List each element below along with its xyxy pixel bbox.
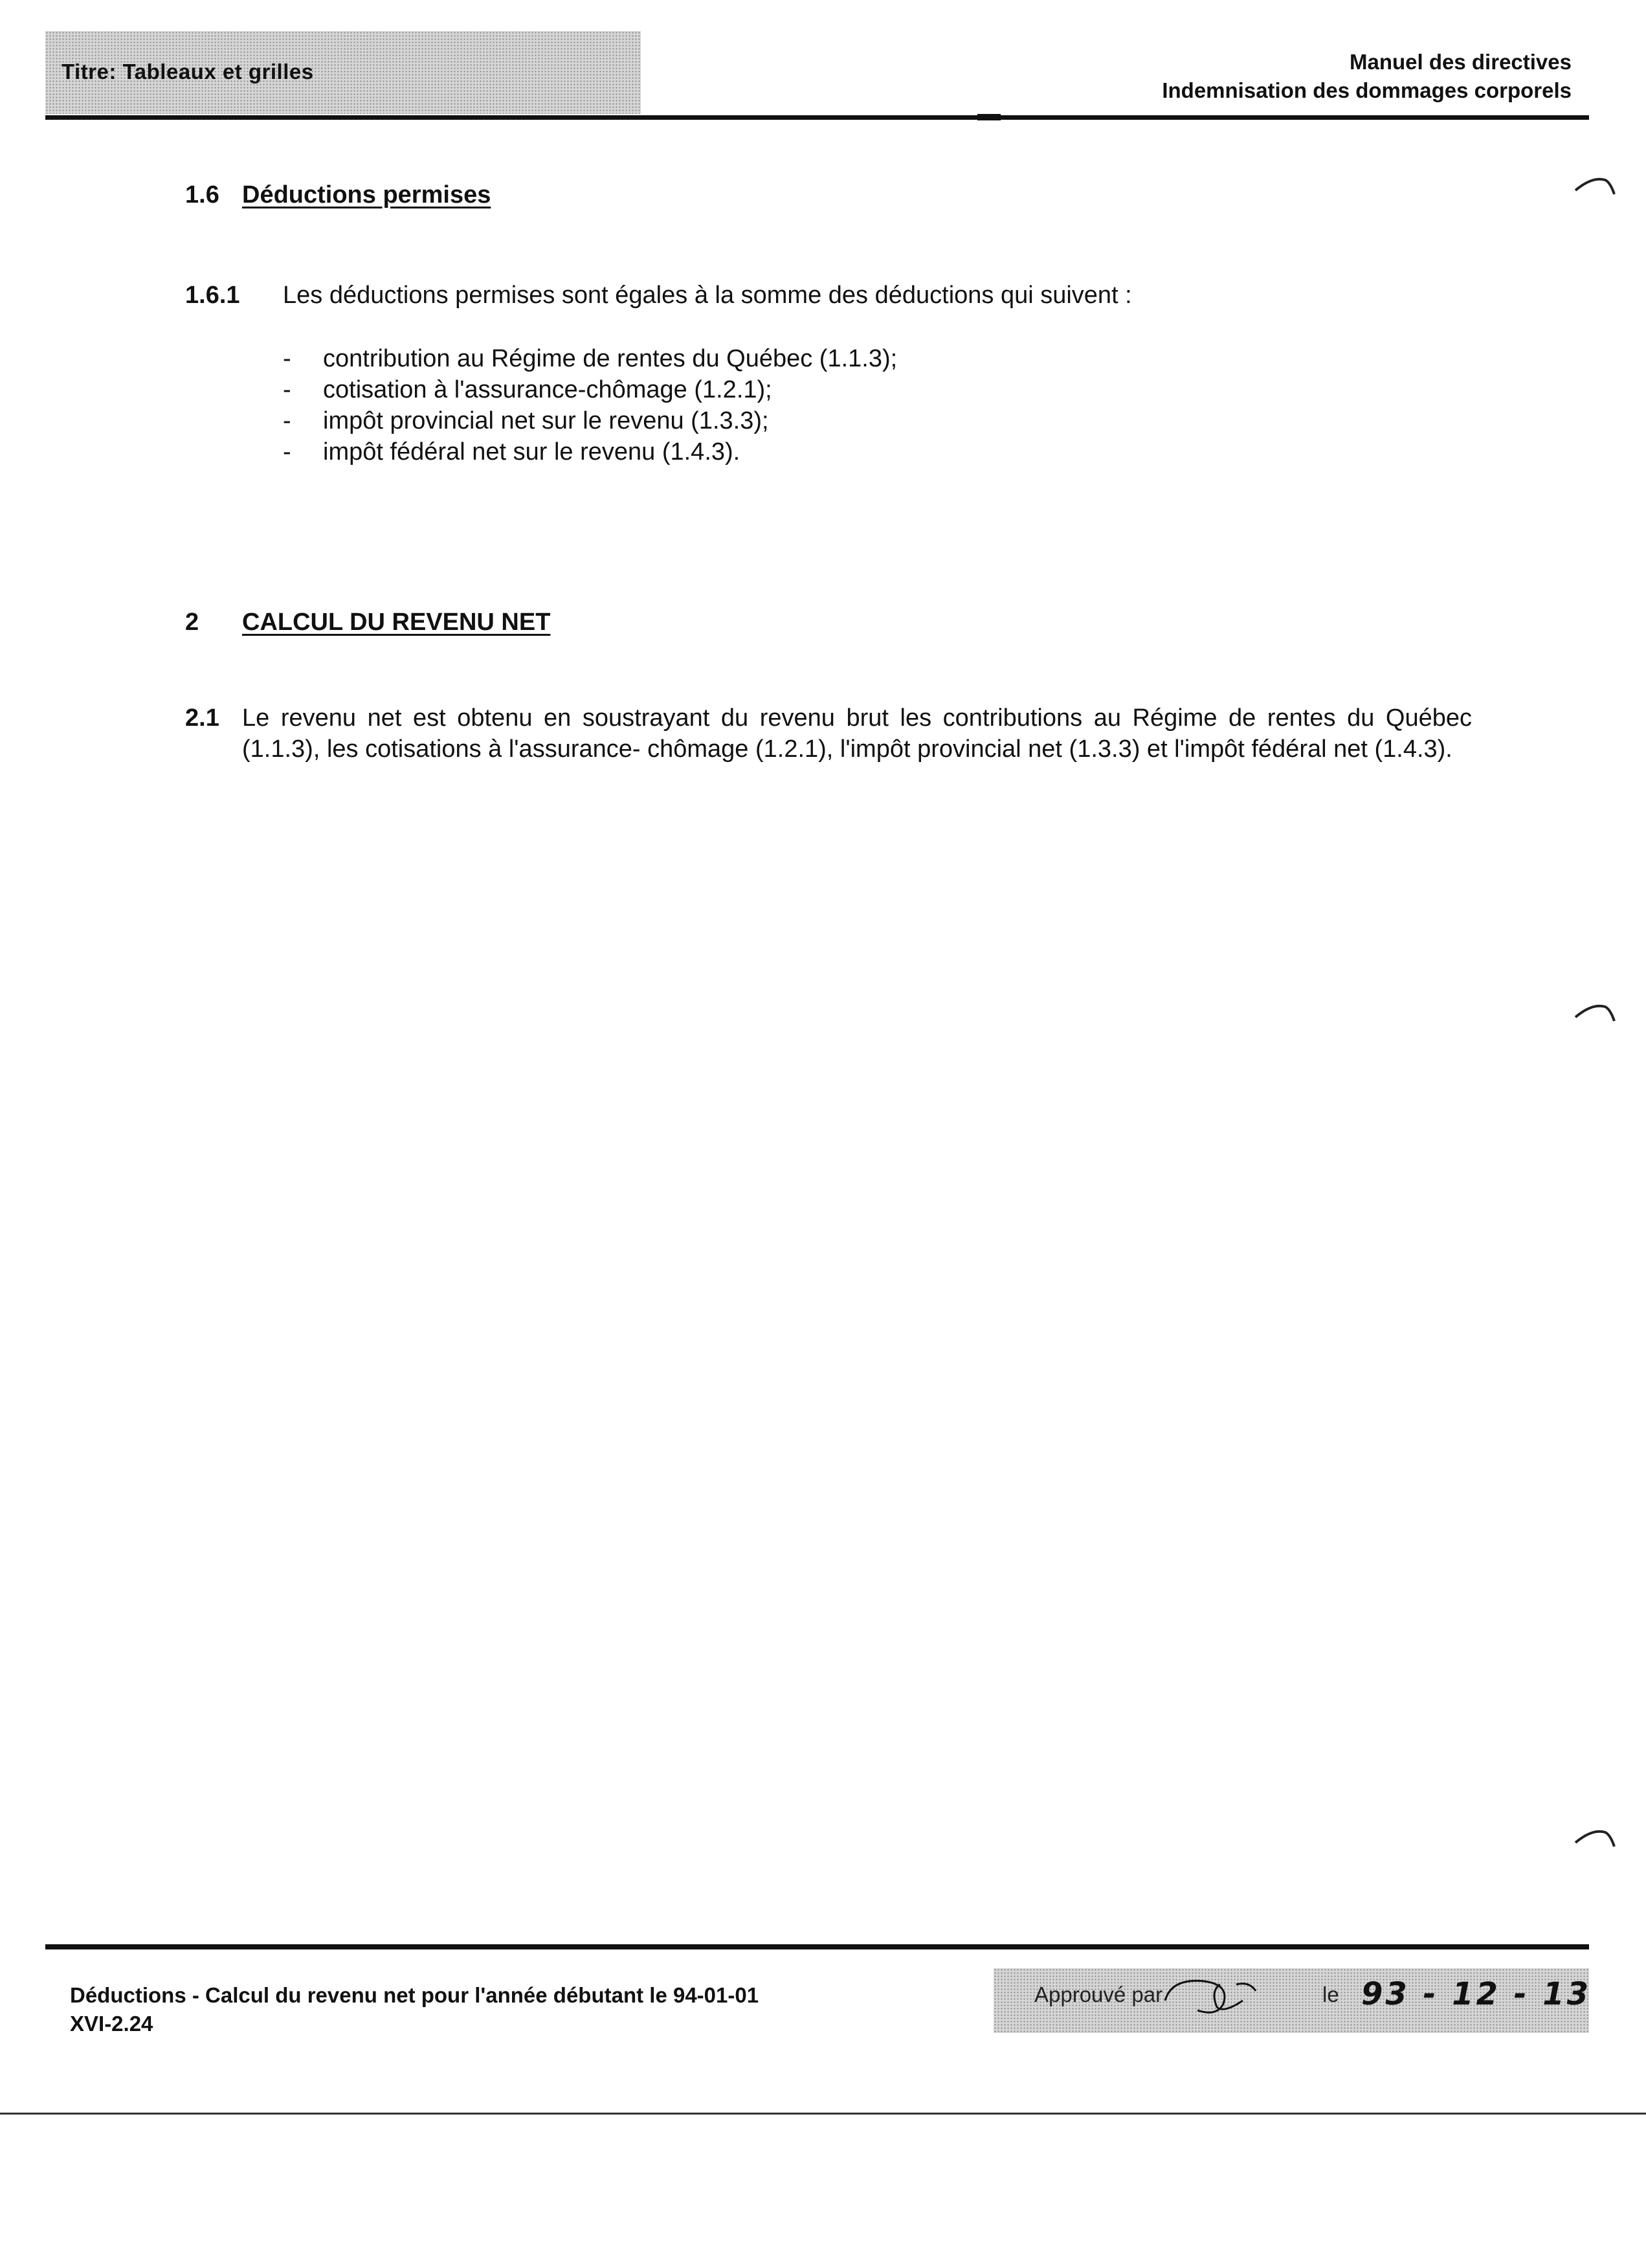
section-number: 1.6 xyxy=(185,181,219,208)
binder-mark-icon xyxy=(1573,174,1618,197)
signature-icon xyxy=(1159,1965,1269,2023)
binder-mark-icon xyxy=(1573,1826,1618,1849)
document-title: Titre: Tableaux et grilles xyxy=(61,60,314,84)
manual-subtitle: Indemnisation des dommages corporels xyxy=(1162,78,1572,102)
subsection-number: 1.6.1 xyxy=(185,282,240,309)
binder-mark-icon xyxy=(1573,1000,1618,1024)
list-item xyxy=(283,436,897,467)
subsection-number: 2.1 xyxy=(185,704,219,732)
list-item-text: impôt provincial net sur le revenu (1.3.3); xyxy=(323,407,769,434)
section-title: Déductions permises xyxy=(242,181,491,208)
bullet-dash: - xyxy=(283,345,291,372)
list-item xyxy=(283,343,897,374)
list-item-text: contribution au Régime de rentes du Québec (1.1.3); xyxy=(323,345,898,372)
manual-header xyxy=(1162,48,1572,105)
list-item-text: impôt fédéral net sur le revenu (1.4.3). xyxy=(323,438,740,466)
footer-divider xyxy=(45,1944,1589,1949)
header-divider-mark xyxy=(977,114,1001,120)
footer-description: Déductions - Calcul du revenu net pour l'année débutant le 94-01-01 xyxy=(70,1983,759,2007)
approval-date: 93 - 12 - 13 xyxy=(1361,1976,1592,2012)
header-divider xyxy=(45,115,1589,120)
list-item-text: cotisation à l'assurance-chômage (1.2.1); xyxy=(323,376,772,403)
manual-name: Manuel des directives xyxy=(1350,50,1572,74)
list-item xyxy=(283,374,897,405)
subsection-text: Le revenu net est obtenu en soustrayant du revenu brut les contributions au Régime de rentes du Québec (1.1.3), les cotisations à l'assurance- chômage (1.2.1), l'impôt provincial net (1.3.3) et l'impôt fédéral net (1.4.3). xyxy=(242,704,1472,763)
footer-code: XVI-2.24 xyxy=(70,2012,153,2036)
approved-by-label: Approuvé par xyxy=(1034,1982,1163,2006)
footer-info xyxy=(70,1981,759,2038)
deductions-list xyxy=(283,343,897,467)
bullet-dash: - xyxy=(283,438,291,466)
date-label: le xyxy=(1322,1982,1339,2006)
section-number: 2 xyxy=(185,609,199,636)
bullet-dash: - xyxy=(283,407,291,434)
subsection-text: Les déductions permises sont égales à la somme des déductions qui suivent : xyxy=(283,282,1132,309)
page-bottom-divider xyxy=(0,2113,1646,2115)
section-title: CALCUL DU REVENU NET xyxy=(242,609,551,636)
bullet-dash: - xyxy=(283,376,291,403)
list-item xyxy=(283,405,897,436)
